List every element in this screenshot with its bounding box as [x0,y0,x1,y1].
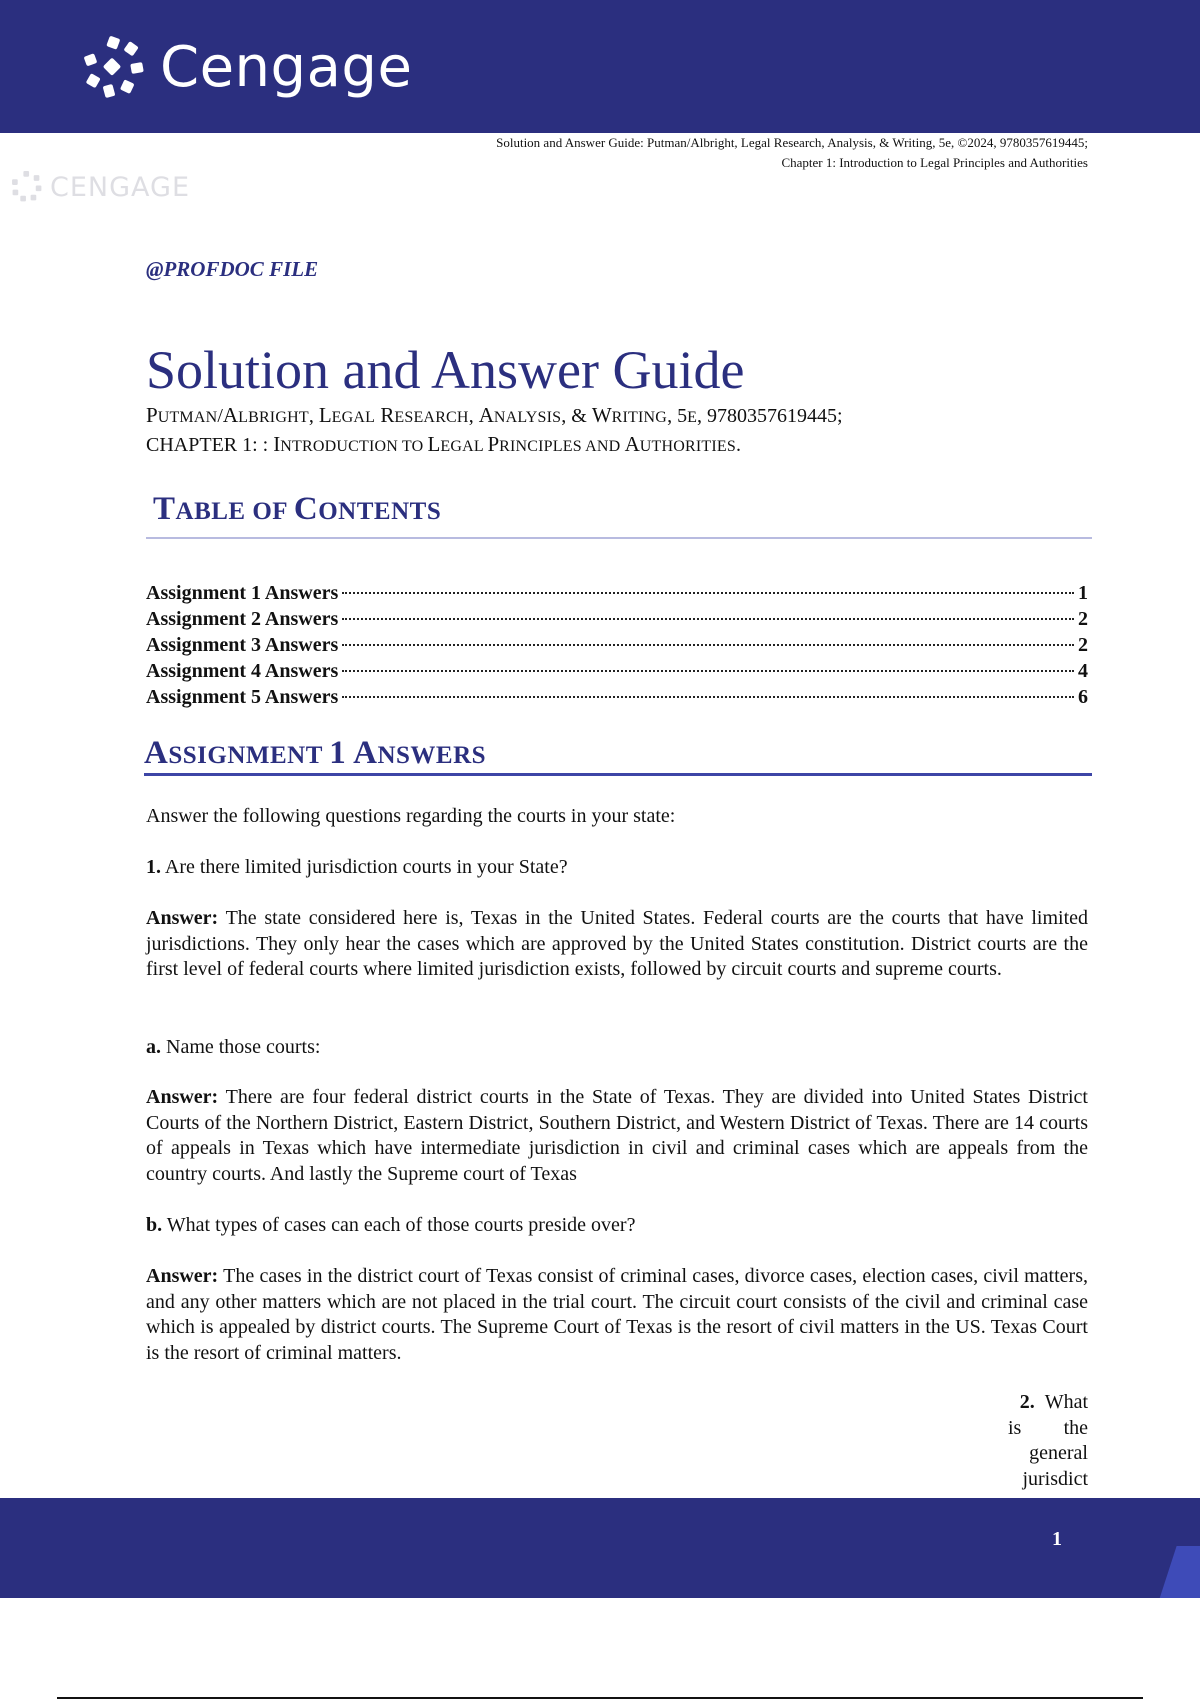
toc-leader-dots [342,696,1074,698]
question-1: 1. Are there limited jurisdiction courts in your State? [146,856,568,878]
toc-heading: TABLE OF CONTENTS [153,491,442,527]
document-title: Solution and Answer Guide [146,340,745,400]
cengage-logo[interactable] [82,34,412,102]
toc-entry-page: 6 [1078,686,1088,708]
toc-entry-page: 4 [1078,660,1088,682]
toc-entry-label: Assignment 3 Answers [146,634,339,656]
question-1a: a. Name those courts: [146,1036,321,1058]
answer-1: Answer: The state considered here is, Texas in the United States. Federal courts are the courts that have limited jurisdictions. They only hear the cases which are approved by the United States constitution. District courts are the first level of federal courts where limited jurisdiction exists, followed by circuit courts and supreme courts. [146,907,1088,980]
toc-leader-dots [342,618,1074,620]
header-band [0,0,1200,133]
subtitle-line-1: PUTMAN/ALBRIGHT, LEGAL RESEARCH, ANALYSIS, & WRITING, 5E, 9780357619445; [146,403,843,427]
question-1b: b. What types of cases can each of those courts preside over? [146,1214,636,1236]
toc-entry-page: 2 [1078,608,1088,630]
toc-entry-page: 1 [1078,582,1088,604]
footer-rule [57,1697,1143,1699]
answer-1a: Answer: There are four federal district courts in the State of Texas. They are divided into United States District Courts of the Northern District, Eastern District, Southern District, and Western District of Texas. There are 14 courts of appeals in Texas which have intermediate jurisdiction in civil and criminal cases which are appeals from the country courts. And lastly the Supreme court of Texas [146,1086,1088,1185]
toc-entry[interactable] [146,632,1088,658]
toc-entry-page: 2 [1078,634,1088,656]
running-head [496,133,1088,173]
toc-leader-dots [342,592,1074,594]
toc-entry-label: Assignment 4 Answers [146,660,339,682]
section-intro: Answer the following questions regarding the courts in your state: [146,805,676,827]
footer-corner-accent [1147,1546,1200,1598]
toc-entry[interactable] [146,684,1088,710]
table-of-contents [146,580,1088,710]
toc-divider [146,537,1092,539]
section-heading: ASSIGNMENT 1 ANSWERS [144,735,487,771]
section-divider [144,773,1092,776]
toc-leader-dots [342,670,1074,672]
toc-entry-label: Assignment 1 Answers [146,582,339,604]
toc-entry-label: Assignment 2 Answers [146,608,339,630]
footer-band [0,1498,1200,1598]
file-tag: @PROFDOC FILE [146,257,319,281]
subtitle-line-2: CHAPTER 1: : INTRODUCTION TO LEGAL PRINCIPLES AND AUTHORITIES. [146,432,741,456]
toc-entry-label: Assignment 5 Answers [146,686,339,708]
running-head-line2: Chapter 1: Introduction to Legal Principles and Authorities [781,155,1088,170]
cengage-burst-icon [82,35,148,101]
toc-entry[interactable] [146,658,1088,684]
brand-name: Cengage [160,35,413,100]
running-head-line1: Solution and Answer Guide: Putman/Albright, Legal Research, Analysis, & Writing, 5e, ©2024, 9780357619445; [496,135,1088,150]
toc-leader-dots [342,644,1074,646]
cengage-watermark-icon [10,170,44,204]
watermark-text: CENGAGE [50,171,191,203]
toc-entry[interactable] [146,580,1088,606]
question-2: 2. What is the general jurisdict [1008,1391,1088,1490]
cengage-watermark [10,170,190,204]
toc-entry[interactable] [146,606,1088,632]
page-number: 1 [1052,1528,1062,1550]
answer-1b: Answer: The cases in the district court of Texas consist of criminal cases, divorce cases, election cases, civil matters, and any other matters which are not placed in the trial court. The circuit court consists of the civil and criminal case which is appealed by district courts. The Supreme Court of Texas is the resort of civil matters in the US. Texas Court is the resort of criminal matters. [146,1265,1088,1364]
document-subtitle [146,402,1088,460]
